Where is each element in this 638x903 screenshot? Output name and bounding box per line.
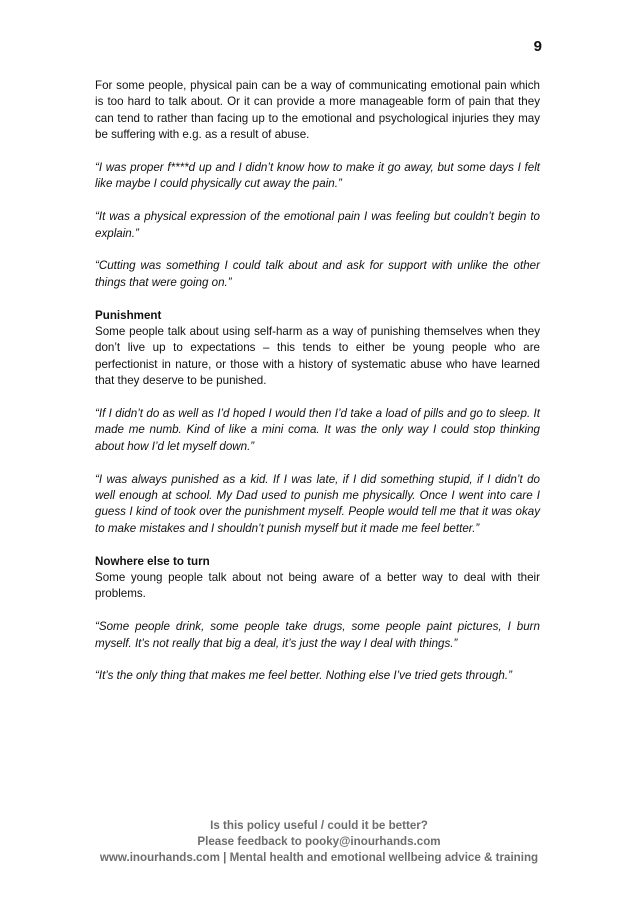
intro-paragraph: For some people, physical pain can be a way of communicating emotional pain which is too hard to talk about. Or it can provide a more manageable form of pain that they can tend to rather than facing up to the emotional and psychological injuries they may be suffering with e.g. as a result of abuse.: [95, 79, 540, 142]
page-number: 9: [533, 38, 542, 55]
nowhere-paragraph: Some young people talk about not being aware of a better way to deal with their problems.: [95, 571, 540, 601]
footer-feedback-email: Please feedback to pooky@inourhands.com: [197, 835, 441, 848]
page-footer: [0, 818, 638, 866]
intro-quote-3: “Cutting was something I could talk about and ask for support with unlike the other things that were going on.”: [95, 259, 540, 289]
punishment-quote-2: “I was always punished as a kid. If I was late, if I did something stupid, if I didn’t do well enough at school. My Dad used to punish me physically. Once I went into care I guess I kind of took over the punishment myself. People would tell me that it was okay to make mistakes and I shouldn’t punish myself but it made me feel better.”: [95, 472, 540, 535]
intro-quote-2: “It was a physical expression of the emotional pain I was feeling but couldn’t begin to explain.”: [95, 210, 540, 240]
nowhere-heading: Nowhere else to turn: [95, 554, 210, 568]
punishment-paragraph: Some people talk about using self-harm as a way of punishing themselves when they don’t live up to expectations – this tends to either be young people who are perfectionist in nature, or those with a history of systematic abuse who have learned that they deserve to be punished.: [95, 325, 540, 388]
nowhere-quote-1: “Some people drink, some people take drugs, some people paint pictures, I burn myself. It’s not really that big a deal, it’s just the way I deal with things.”: [95, 620, 540, 650]
footer-website: www.inourhands.com | Mental health and emotional wellbeing advice & training: [99, 851, 539, 864]
punishment-heading: Punishment: [95, 308, 162, 322]
footer-feedback-question: Is this policy useful / could it be better?: [210, 819, 428, 832]
nowhere-quote-2: “It’s the only thing that makes me feel better. Nothing else I’ve tried gets through.”: [95, 669, 512, 683]
intro-quote-1: “I was proper f****d up and I didn’t know how to make it go away, but some days I felt like maybe I could physically cut away the pain.”: [95, 161, 540, 191]
punishment-quote-1: “If I didn’t do as well as I’d hoped I would then I’d take a load of pills and go to sleep. It made me numb. Kind of like a mini coma. It was the only way I could stop thinking about how I’d let myself down.”: [95, 407, 540, 453]
document-body: [95, 78, 540, 701]
